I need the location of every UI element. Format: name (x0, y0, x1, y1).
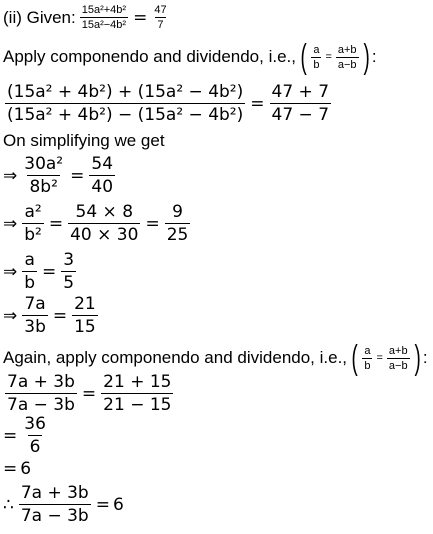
step9-denominator: 7a − 3b (7, 395, 75, 415)
step-36-6-line (3, 414, 50, 457)
equals-sign: = (81, 383, 97, 404)
rule-close-paren: ) (414, 339, 421, 377)
given-line (3, 4, 171, 31)
step5-mid-fraction (68, 202, 140, 245)
rule-colon: : (371, 47, 377, 66)
equals-sign: = (48, 213, 64, 234)
implies-arrow: ⇒ (3, 165, 18, 186)
step7-rhs-fraction (72, 294, 98, 337)
equals-sign: = (250, 93, 265, 114)
rule-right-numerator: a+b (388, 344, 408, 357)
step5-denominator: b² (24, 225, 42, 245)
simplifying-line (3, 131, 165, 151)
step5-rhs-denominator: 25 (166, 225, 189, 245)
rule-left-denominator: b (313, 58, 320, 71)
rule-equals: = (376, 352, 383, 364)
step6-denominator: b (24, 273, 36, 293)
conclusion-fraction (19, 483, 91, 526)
expanded-fraction-line (3, 82, 333, 125)
step4-rhs-fraction (89, 154, 115, 197)
expanded-denominator: (15a² + 4b²) − (15a² − 4b²) (7, 105, 244, 125)
step9-rhs-fraction (101, 372, 173, 415)
given-label: (ii) Given: (3, 7, 76, 27)
step5-mid-numerator: 54 × 8 (75, 202, 134, 222)
conclusion-numerator: 7a + 3b (20, 483, 89, 503)
step4-rhs-numerator: 54 (91, 154, 114, 174)
step11-value: 6 (20, 459, 32, 479)
equals-sign: = (95, 494, 110, 515)
step9-numerator: 7a + 3b (7, 372, 75, 392)
step-30a2-line (3, 154, 117, 197)
step7-lhs-fraction (22, 294, 48, 337)
step6-numerator: a (24, 250, 35, 270)
step6-rhs-numerator: 3 (63, 250, 75, 270)
simplifying-text: On simplifying we get (3, 131, 165, 150)
rule-right-numerator: a+b (337, 43, 357, 56)
conclusion-line (3, 483, 124, 526)
equals-sign: = (133, 7, 148, 28)
rule-open-paren: ( (300, 38, 307, 76)
step5-rhs-fraction (165, 202, 191, 245)
rule-left-numerator: a (364, 344, 371, 357)
step-ratio-line (3, 372, 175, 415)
given-rhs-denominator: 7 (157, 19, 164, 31)
rule-colon: : (422, 348, 428, 367)
equals-sign: = (52, 305, 68, 326)
therefore-symbol: ∴ (3, 494, 14, 515)
componendo-line (3, 40, 377, 74)
step6-lhs-fraction (22, 250, 37, 293)
step5-rhs-numerator: 9 (172, 202, 183, 222)
given-lhs-numerator: 15a²+4b² (81, 4, 127, 16)
expanded-numerator: (15a² + 4b²) + (15a² − 4b²) (7, 82, 244, 102)
step-a2-line (3, 202, 192, 245)
expanded-rhs-fraction (270, 82, 332, 125)
expanded-rhs-denominator: 47 − 7 (271, 105, 330, 125)
rule-left-numerator: a (313, 43, 320, 56)
step10-numerator: 36 (24, 414, 46, 434)
rule-open-paren: ( (351, 339, 358, 377)
again-componendo-text: Again, apply componendo and dividendo, i.e., (3, 348, 348, 367)
implies-arrow: ⇒ (3, 213, 18, 234)
step5-mid-denominator: 40 × 30 (70, 225, 139, 245)
rule-close-paren: ) (363, 38, 370, 76)
step4-numerator: 30a² (24, 154, 64, 174)
step9-rhs-numerator: 21 + 15 (103, 372, 172, 392)
step4-rhs-denominator: 40 (91, 177, 114, 197)
equals-sign: = (70, 165, 85, 186)
step4-denominator: 8b² (29, 177, 58, 197)
equals-sign: = (3, 459, 18, 479)
step4-lhs-fraction (22, 154, 65, 197)
implies-arrow: ⇒ (3, 305, 18, 326)
equals-sign: = (3, 425, 18, 446)
given-lhs-fraction (80, 4, 128, 31)
given-lhs-denominator: 15a²−4b² (81, 19, 127, 31)
conclusion-denominator: 7a − 3b (20, 506, 89, 526)
step7-denominator: 3b (24, 317, 46, 337)
step-a-b-line (3, 250, 78, 293)
step6-rhs-fraction (61, 250, 76, 293)
step5-lhs-fraction (22, 202, 44, 245)
equals-sign: = (145, 213, 160, 234)
rule-left-fraction (362, 345, 372, 372)
equals-sign: = (42, 261, 57, 282)
step10-denominator: 6 (29, 437, 41, 457)
rule-left-fraction (311, 44, 321, 71)
step7-rhs-numerator: 21 (74, 294, 96, 314)
rule-right-fraction (387, 345, 410, 372)
step7-rhs-denominator: 15 (74, 317, 96, 337)
given-rhs-numerator: 47 (154, 4, 167, 16)
expanded-lhs-fraction (5, 82, 245, 125)
step7-numerator: 7a (24, 294, 46, 314)
conclusion-value: 6 (112, 494, 124, 515)
expanded-rhs-numerator: 47 + 7 (271, 82, 330, 102)
step-equals-6-line (3, 459, 31, 479)
step-7a-3b-line (3, 294, 100, 337)
implies-arrow: ⇒ (3, 261, 18, 282)
componendo-text: Apply componendo and dividendo, i.e., (3, 47, 296, 66)
step10-fraction (22, 414, 48, 457)
rule-equals: = (325, 51, 332, 63)
step9-lhs-fraction (5, 372, 77, 415)
again-componendo-line (3, 341, 428, 375)
rule-right-denominator: a−b (337, 58, 357, 71)
rule-right-denominator: a−b (388, 359, 408, 372)
given-rhs-fraction (152, 4, 168, 31)
step6-rhs-denominator: 5 (63, 273, 75, 293)
rule-right-fraction (336, 44, 359, 71)
rule-left-denominator: b (364, 359, 371, 372)
step9-rhs-denominator: 21 − 15 (103, 395, 172, 415)
step5-numerator: a² (24, 202, 42, 222)
